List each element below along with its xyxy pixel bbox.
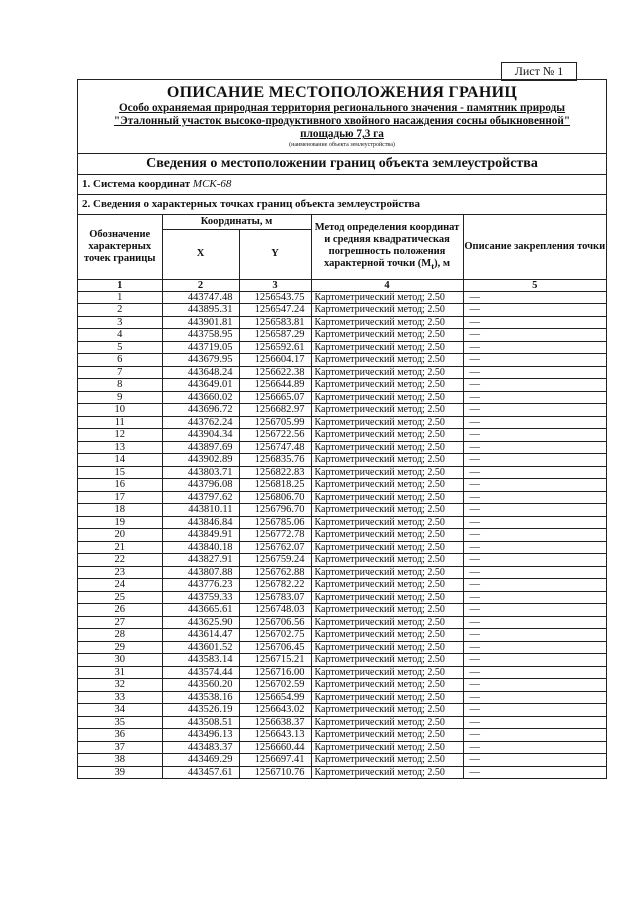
point-number-cell: 38 [78,754,162,767]
y-coordinate-cell: 1256822.83 [239,466,311,479]
fixing-cell: — [463,341,606,354]
y-coordinate-cell: 1256654.99 [239,691,311,704]
column-number: 1 [78,279,162,291]
fixing-cell: — [463,541,606,554]
column-numbers-row [78,279,606,291]
x-coordinate-cell: 443496.13 [162,729,239,742]
method-cell: Картометрический метод; 2.50 [311,541,463,554]
method-cell: Картометрический метод; 2.50 [311,591,463,604]
table-row [78,591,606,604]
x-coordinate-cell: 443526.19 [162,704,239,717]
x-coordinate-cell: 443625.90 [162,616,239,629]
header-point: Обозначение характерных точек границы [78,215,162,279]
y-coordinate-cell: 1256638.37 [239,716,311,729]
fixing-cell: — [463,704,606,717]
method-cell: Картометрический метод; 2.50 [311,604,463,617]
table-row [78,604,606,617]
fixing-cell: — [463,654,606,667]
table-row [78,629,606,642]
point-number-cell: 3 [78,316,162,329]
point-number-cell: 37 [78,741,162,754]
method-cell: Картометрический метод; 2.50 [311,766,463,778]
method-cell: Картометрический метод; 2.50 [311,504,463,517]
table-row [78,516,606,529]
table-row [78,316,606,329]
method-cell: Картометрический метод; 2.50 [311,641,463,654]
table-row [78,416,606,429]
x-coordinate-cell: 443469.29 [162,754,239,767]
table-row [78,504,606,517]
fixing-cell: — [463,366,606,379]
fixing-cell: — [463,566,606,579]
method-cell: Картометрический метод; 2.50 [311,354,463,367]
method-cell: Картометрический метод; 2.50 [311,529,463,542]
table-row [78,654,606,667]
point-number-cell: 31 [78,666,162,679]
x-coordinate-cell: 443696.72 [162,404,239,417]
title-block [78,80,606,154]
point-number-cell: 15 [78,466,162,479]
method-cell: Картометрический метод; 2.50 [311,416,463,429]
point-number-cell: 2 [78,304,162,317]
table-row [78,366,606,379]
method-cell: Картометрический метод; 2.50 [311,404,463,417]
y-coordinate-cell: 1256702.75 [239,629,311,642]
fixing-cell: — [463,679,606,692]
method-cell: Картометрический метод; 2.50 [311,429,463,442]
method-cell: Картометрический метод; 2.50 [311,579,463,592]
method-cell: Картометрический метод; 2.50 [311,716,463,729]
method-cell: Картометрический метод; 2.50 [311,441,463,454]
header-method-tail: ), м [434,257,451,269]
fixing-cell: — [463,604,606,617]
fixing-cell: — [463,554,606,567]
point-number-cell: 29 [78,641,162,654]
y-coordinate-cell: 1256643.02 [239,704,311,717]
y-coordinate-cell: 1256705.99 [239,416,311,429]
point-number-cell: 32 [78,679,162,692]
x-coordinate-cell: 443508.51 [162,716,239,729]
table-row [78,704,606,717]
method-cell: Картометрический метод; 2.50 [311,516,463,529]
header-method-text: Метод определения координат и средняя квадратическая погрешность положения характерной точки (M [314,221,460,269]
document-frame [77,79,607,779]
method-cell: Картометрический метод; 2.50 [311,754,463,767]
y-coordinate-cell: 1256762.88 [239,566,311,579]
fixing-cell: — [463,716,606,729]
x-coordinate-cell: 443902.89 [162,454,239,467]
table-row [78,429,606,442]
x-coordinate-cell: 443796.08 [162,479,239,492]
x-coordinate-cell: 443648.24 [162,366,239,379]
fixing-cell: — [463,629,606,642]
x-coordinate-cell: 443614.47 [162,629,239,642]
table-row [78,466,606,479]
y-coordinate-cell: 1256710.76 [239,766,311,778]
table-row [78,391,606,404]
y-coordinate-cell: 1256762.07 [239,541,311,554]
table-row [78,341,606,354]
y-coordinate-cell: 1256782.22 [239,579,311,592]
y-coordinate-cell: 1256622.38 [239,366,311,379]
y-coordinate-cell: 1256547.24 [239,304,311,317]
coordinates-table-body [78,291,606,778]
y-coordinate-cell: 1256587.29 [239,329,311,342]
method-cell: Картометрический метод; 2.50 [311,329,463,342]
y-coordinate-cell: 1256644.89 [239,379,311,392]
fixing-cell: — [463,691,606,704]
point-number-cell: 35 [78,716,162,729]
method-cell: Картометрический метод; 2.50 [311,304,463,317]
table-row [78,741,606,754]
point-number-cell: 26 [78,604,162,617]
y-coordinate-cell: 1256697.41 [239,754,311,767]
fixing-cell: — [463,666,606,679]
x-coordinate-cell: 443846.84 [162,516,239,529]
y-coordinate-cell: 1256783.07 [239,591,311,604]
point-number-cell: 16 [78,479,162,492]
x-coordinate-cell: 443759.33 [162,591,239,604]
point-number-cell: 23 [78,566,162,579]
fixing-cell: — [463,529,606,542]
fixing-cell: — [463,291,606,304]
table-row [78,616,606,629]
y-coordinate-cell: 1256722.56 [239,429,311,442]
method-cell: Картометрический метод; 2.50 [311,316,463,329]
method-cell: Картометрический метод; 2.50 [311,454,463,467]
fixing-cell: — [463,504,606,517]
fixing-cell: — [463,329,606,342]
method-cell: Картометрический метод; 2.50 [311,629,463,642]
table-row [78,291,606,304]
fixing-cell: — [463,304,606,317]
table-row [78,404,606,417]
table-row [78,329,606,342]
x-coordinate-cell: 443849.91 [162,529,239,542]
point-number-cell: 21 [78,541,162,554]
fixing-cell: — [463,454,606,467]
method-cell: Картометрический метод; 2.50 [311,704,463,717]
x-coordinate-cell: 443660.02 [162,391,239,404]
point-number-cell: 28 [78,629,162,642]
y-coordinate-cell: 1256785.06 [239,516,311,529]
y-coordinate-cell: 1256716.00 [239,666,311,679]
table-row [78,766,606,778]
x-coordinate-cell: 443827.91 [162,554,239,567]
x-coordinate-cell: 443776.23 [162,579,239,592]
document-title: ОПИСАНИЕ МЕСТОПОЛОЖЕНИЯ ГРАНИЦ [166,84,518,101]
fixing-cell: — [463,379,606,392]
column-number: 2 [162,279,239,291]
fixing-cell: — [463,516,606,529]
coordinate-system-label: 1. Система координат [82,178,191,190]
method-cell: Картометрический метод; 2.50 [311,341,463,354]
method-cell: Картометрический метод; 2.50 [311,379,463,392]
points-section-title: 2. Сведения о характерных точках границ объекта землеустройства [78,195,606,215]
x-coordinate-cell: 443483.37 [162,741,239,754]
y-coordinate-cell: 1256706.45 [239,641,311,654]
table-row [78,566,606,579]
point-number-cell: 39 [78,766,162,778]
header-x: X [162,229,239,279]
point-number-cell: 10 [78,404,162,417]
method-cell: Картометрический метод; 2.50 [311,366,463,379]
point-number-cell: 9 [78,391,162,404]
object-name-line-2: "Эталонный участок высоко-продуктивного хвойного насаждения сосны обыкновенной" [113,115,571,127]
section-title: Сведения о местоположении границ объекта землеустройства [78,154,606,175]
y-coordinate-cell: 1256643.13 [239,729,311,742]
header-y: Y [239,229,311,279]
method-cell: Картометрический метод; 2.50 [311,554,463,567]
x-coordinate-cell: 443897.69 [162,441,239,454]
header-method-sub: t [431,260,435,271]
header-method [311,215,463,279]
y-coordinate-cell: 1256759.24 [239,554,311,567]
fixing-cell: — [463,466,606,479]
fixing-cell: — [463,441,606,454]
method-cell: Картометрический метод; 2.50 [311,466,463,479]
point-number-cell: 24 [78,579,162,592]
x-coordinate-cell: 443803.71 [162,466,239,479]
x-coordinate-cell: 443719.05 [162,341,239,354]
method-cell: Картометрический метод; 2.50 [311,691,463,704]
table-row [78,666,606,679]
x-coordinate-cell: 443810.11 [162,504,239,517]
x-coordinate-cell: 443574.44 [162,666,239,679]
table-row [78,529,606,542]
table-row [78,754,606,767]
coordinate-system-row [78,175,606,195]
fixing-cell: — [463,741,606,754]
y-coordinate-cell: 1256747.48 [239,441,311,454]
fixing-cell: — [463,479,606,492]
fixing-cell: — [463,766,606,778]
method-cell: Картометрический метод; 2.50 [311,654,463,667]
fixing-cell: — [463,641,606,654]
y-coordinate-cell: 1256835.76 [239,454,311,467]
y-coordinate-cell: 1256806.70 [239,491,311,504]
header-coordinates: Координаты, м [162,215,311,229]
point-number-cell: 20 [78,529,162,542]
fixing-cell: — [463,416,606,429]
y-coordinate-cell: 1256706.56 [239,616,311,629]
fixing-cell: — [463,404,606,417]
fixing-cell: — [463,729,606,742]
x-coordinate-cell: 443679.95 [162,354,239,367]
method-cell: Картометрический метод; 2.50 [311,741,463,754]
y-coordinate-cell: 1256583.81 [239,316,311,329]
fixing-cell: — [463,491,606,504]
header-fixing: Описание закрепления точки [463,215,606,279]
x-coordinate-cell: 443649.01 [162,379,239,392]
x-coordinate-cell: 443895.31 [162,304,239,317]
x-coordinate-cell: 443665.61 [162,604,239,617]
table-row [78,379,606,392]
method-cell: Картометрический метод; 2.50 [311,616,463,629]
point-number-cell: 27 [78,616,162,629]
coordinates-table [78,215,606,778]
table-row [78,716,606,729]
point-number-cell: 13 [78,441,162,454]
method-cell: Картометрический метод; 2.50 [311,491,463,504]
column-number: 4 [311,279,463,291]
point-number-cell: 18 [78,504,162,517]
table-row [78,491,606,504]
method-cell: Картометрический метод; 2.50 [311,479,463,492]
point-number-cell: 1 [78,291,162,304]
point-number-cell: 36 [78,729,162,742]
x-coordinate-cell: 443807.88 [162,566,239,579]
object-area-line: площадью 7,3 га [300,128,384,140]
table-row [78,691,606,704]
column-number: 3 [239,279,311,291]
object-name-line-1: Особо охраняемая природная территория регионального значения - памятник природы [118,102,566,114]
x-coordinate-cell: 443457.61 [162,766,239,778]
table-row [78,479,606,492]
method-cell: Картометрический метод; 2.50 [311,666,463,679]
table-row [78,679,606,692]
x-coordinate-cell: 443758.95 [162,329,239,342]
method-cell: Картометрический метод; 2.50 [311,566,463,579]
x-coordinate-cell: 443747.48 [162,291,239,304]
table-row [78,304,606,317]
x-coordinate-cell: 443560.20 [162,679,239,692]
fixing-cell: — [463,616,606,629]
fixing-cell: — [463,354,606,367]
point-number-cell: 5 [78,341,162,354]
y-coordinate-cell: 1256665.07 [239,391,311,404]
fixing-cell: — [463,429,606,442]
fixing-cell: — [463,316,606,329]
fixing-cell: — [463,591,606,604]
point-number-cell: 11 [78,416,162,429]
x-coordinate-cell: 443583.14 [162,654,239,667]
table-row [78,354,606,367]
x-coordinate-cell: 443762.24 [162,416,239,429]
x-coordinate-cell: 443601.52 [162,641,239,654]
x-coordinate-cell: 443904.34 [162,429,239,442]
column-number: 5 [463,279,606,291]
point-number-cell: 7 [78,366,162,379]
y-coordinate-cell: 1256682.97 [239,404,311,417]
y-coordinate-cell: 1256543.75 [239,291,311,304]
fixing-cell: — [463,754,606,767]
table-row [78,579,606,592]
coordinate-system-value: МСК-68 [192,178,232,190]
y-coordinate-cell: 1256796.70 [239,504,311,517]
table-row [78,441,606,454]
point-number-cell: 22 [78,554,162,567]
x-coordinate-cell: 443797.62 [162,491,239,504]
table-row [78,641,606,654]
y-coordinate-cell: 1256818.25 [239,479,311,492]
table-row [78,554,606,567]
method-cell: Картометрический метод; 2.50 [311,391,463,404]
point-number-cell: 6 [78,354,162,367]
point-number-cell: 4 [78,329,162,342]
y-coordinate-cell: 1256772.78 [239,529,311,542]
fixing-cell: — [463,391,606,404]
method-cell: Картометрический метод; 2.50 [311,291,463,304]
point-number-cell: 14 [78,454,162,467]
y-coordinate-cell: 1256715.21 [239,654,311,667]
x-coordinate-cell: 443901.81 [162,316,239,329]
table-row [78,454,606,467]
point-number-cell: 17 [78,491,162,504]
fixing-cell: — [463,579,606,592]
y-coordinate-cell: 1256702.59 [239,679,311,692]
x-coordinate-cell: 443840.18 [162,541,239,554]
table-row [78,541,606,554]
y-coordinate-cell: 1256592.61 [239,341,311,354]
y-coordinate-cell: 1256748.03 [239,604,311,617]
point-number-cell: 34 [78,704,162,717]
point-number-cell: 19 [78,516,162,529]
y-coordinate-cell: 1256660.44 [239,741,311,754]
y-coordinate-cell: 1256604.17 [239,354,311,367]
point-number-cell: 12 [78,429,162,442]
point-number-cell: 8 [78,379,162,392]
point-number-cell: 33 [78,691,162,704]
method-cell: Картометрический метод; 2.50 [311,729,463,742]
sheet-number-label: Лист № 1 [501,62,577,81]
x-coordinate-cell: 443538.16 [162,691,239,704]
point-number-cell: 25 [78,591,162,604]
method-cell: Картометрический метод; 2.50 [311,679,463,692]
table-row [78,729,606,742]
object-name-caption: (наименование объекта землеустройства) [289,142,395,148]
point-number-cell: 30 [78,654,162,667]
